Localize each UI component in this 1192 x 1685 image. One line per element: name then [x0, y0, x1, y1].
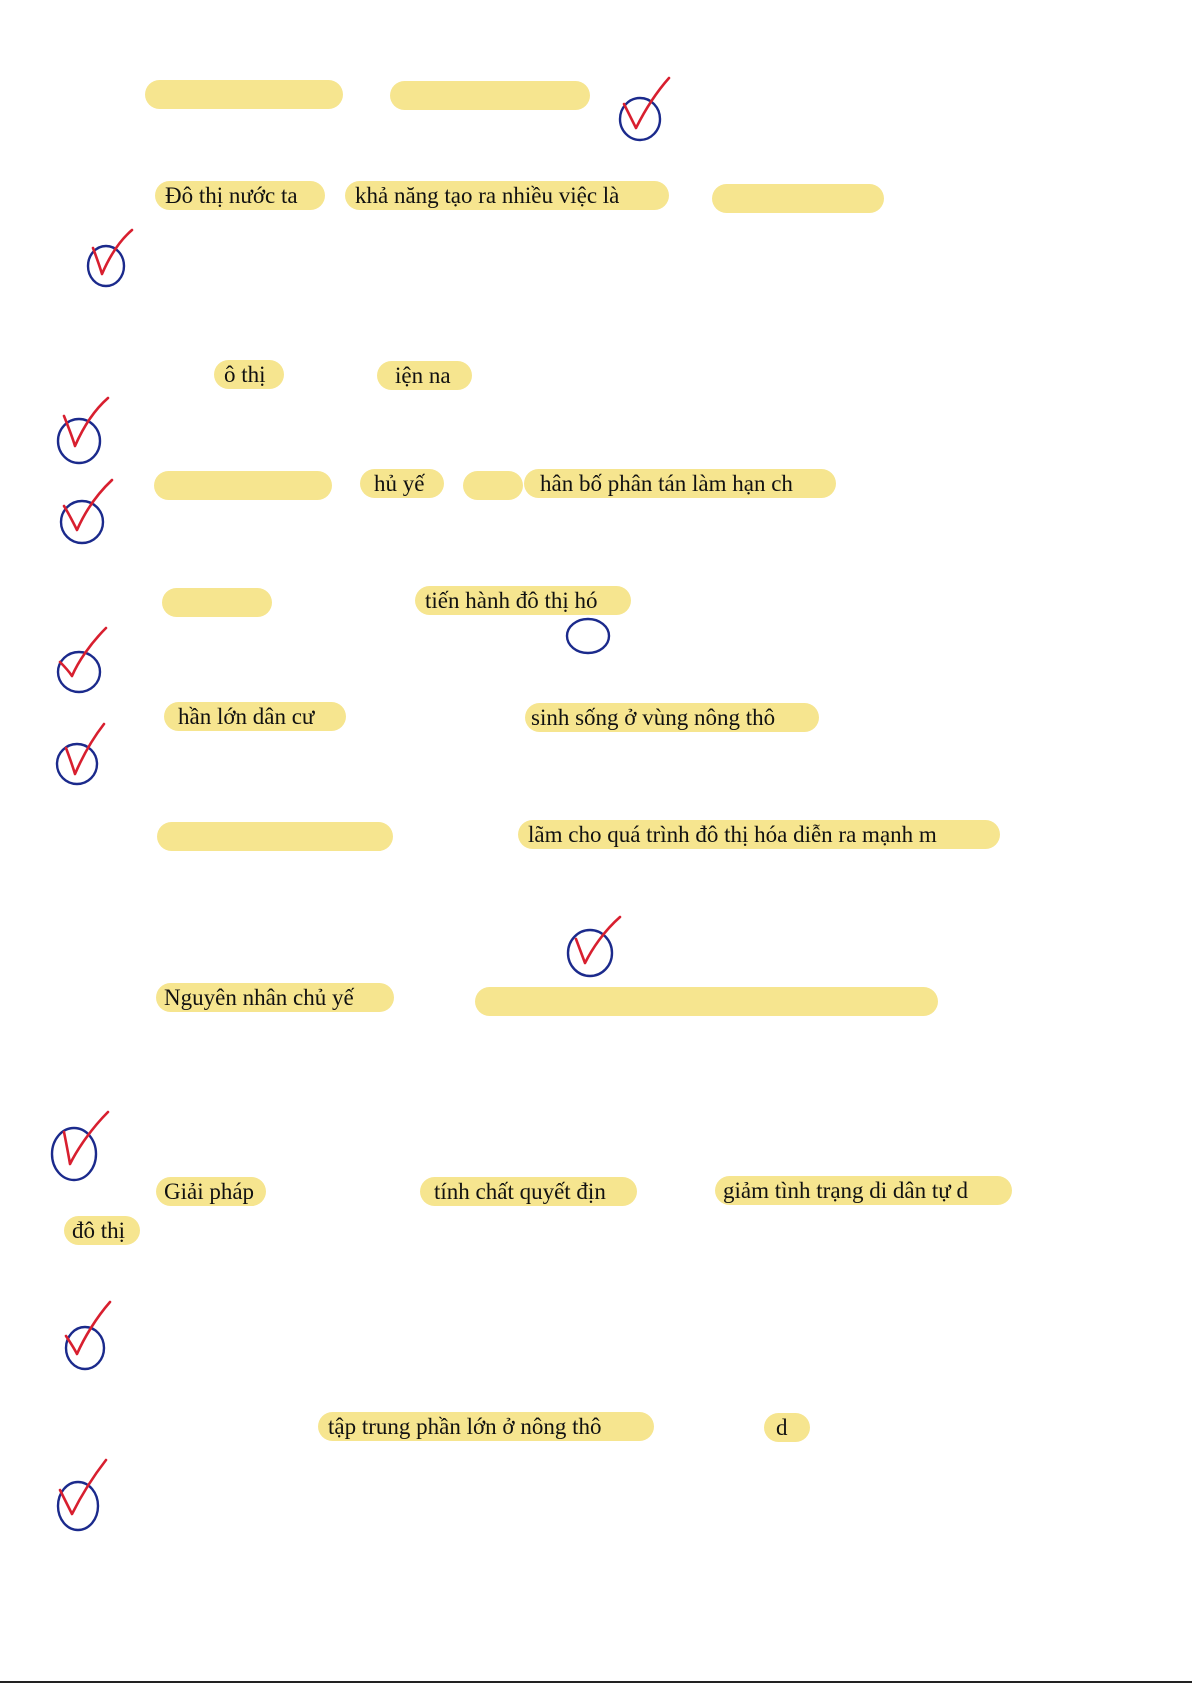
circled-check-icon — [54, 1458, 112, 1532]
highlight-blank — [463, 471, 523, 500]
highlight-text: tiến hành đô thị hó — [415, 586, 631, 615]
circled-check-icon — [58, 478, 116, 548]
highlight-blank — [154, 471, 332, 500]
circled-check-icon — [54, 396, 112, 470]
highlight-text: Nguyên nhân chủ yế — [156, 983, 394, 1012]
highlight-text: d — [764, 1413, 810, 1442]
circled-check-icon — [48, 1110, 112, 1184]
highlight-text: hân bố phân tán làm hạn ch — [524, 469, 836, 498]
highlight-text: tính chất quyết địn — [420, 1177, 637, 1206]
highlight-text: iện na — [377, 361, 472, 390]
highlight-text: hủ yế — [360, 469, 444, 498]
highlight-text: lãm cho quá trình đô thị hóa diễn ra mạnh m — [518, 820, 1000, 849]
highlight-text: khả năng tạo ra nhiều việc là — [345, 181, 669, 210]
page-bottom-rule — [0, 1681, 1192, 1683]
highlight-text: hần lớn dân cư — [164, 702, 346, 731]
highlight-text: Giải pháp — [156, 1177, 266, 1206]
highlight-text: ô thị — [214, 360, 284, 389]
highlight-text: tập trung phần lớn ở nông thô — [318, 1412, 654, 1441]
circled-check-icon — [615, 74, 673, 150]
highlight-text: Đô thị nước ta — [155, 181, 325, 210]
circled-check-icon — [60, 1300, 116, 1372]
highlight-text: đô thị — [64, 1216, 140, 1245]
highlight-text: giảm tình trạng di dân tự d — [715, 1176, 1012, 1205]
circled-check-icon — [564, 915, 624, 981]
circled-check-icon — [54, 722, 108, 788]
circled-check-icon — [54, 626, 112, 696]
highlight-blank — [157, 822, 393, 851]
highlight-blank — [390, 81, 590, 110]
highlight-blank — [712, 184, 884, 213]
highlight-blank — [475, 987, 938, 1016]
highlight-blank — [145, 80, 343, 109]
circle-icon — [563, 614, 613, 658]
highlight-text: sinh sống ở vùng nông thô — [525, 703, 819, 732]
highlight-blank — [162, 588, 272, 617]
circled-check-icon — [84, 226, 138, 292]
